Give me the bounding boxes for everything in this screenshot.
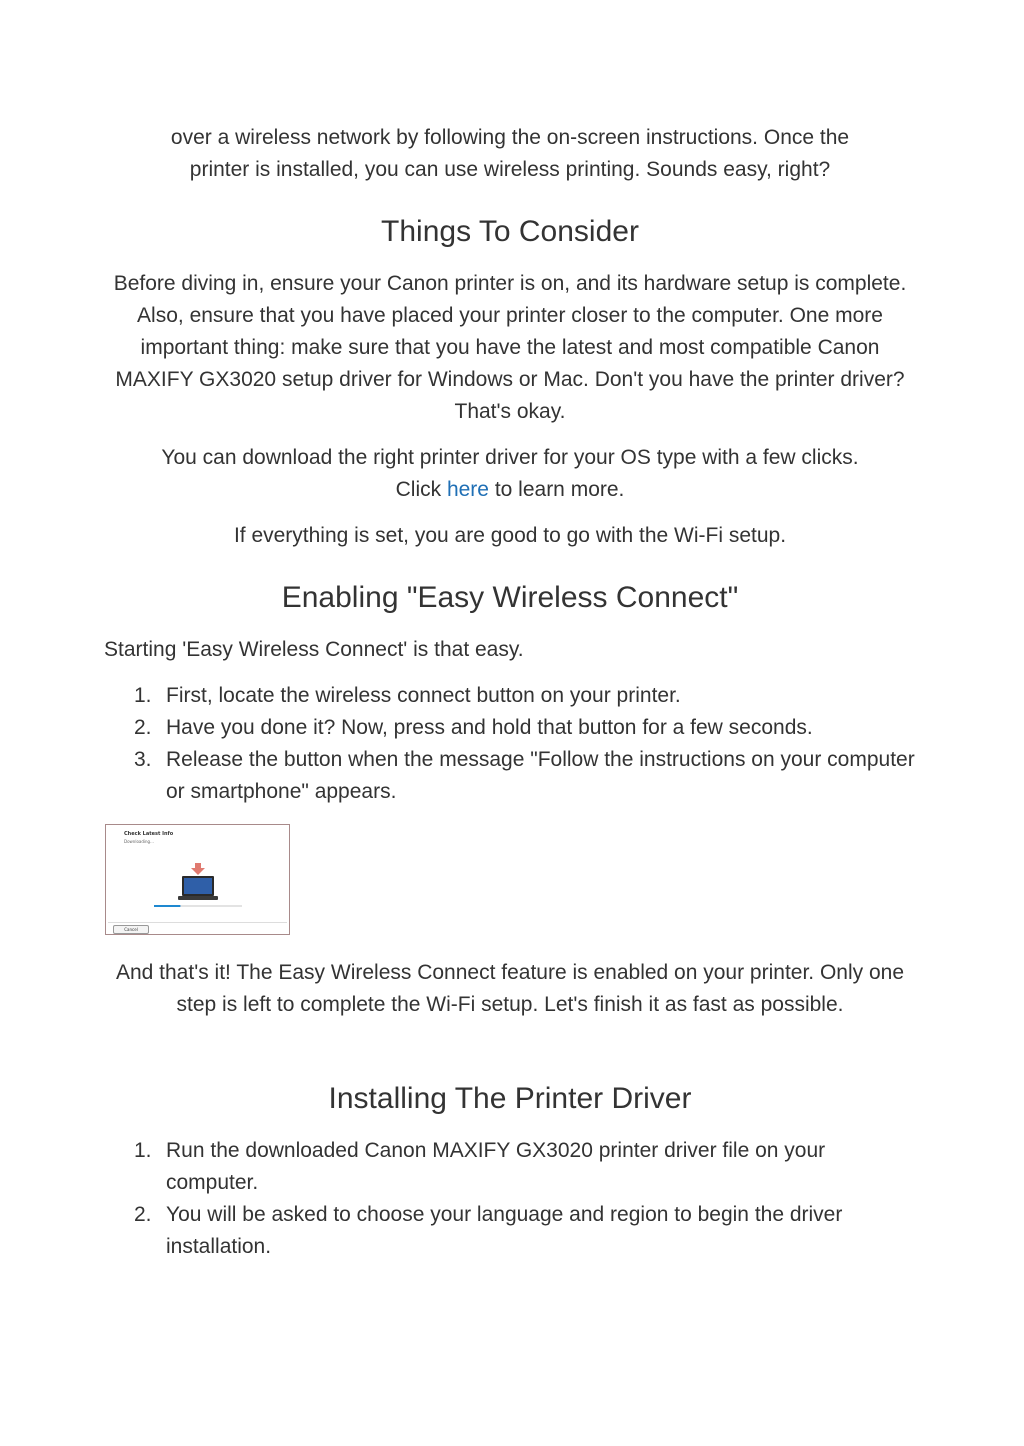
download-paragraph bbox=[104, 442, 916, 506]
consider-paragraph: Before diving in, ensure your Canon printer is on, and its hardware setup is complete. Also, ensure that you have placed your printer closer to the computer. One more important thing: make sure that you have the latest and most compatible Canon MAXIFY GX3020 setup driver for Windows or Mac. Don't you have the printer driver? That's okay. bbox=[113, 272, 907, 423]
screenshot-status: Downloading... bbox=[124, 839, 154, 844]
heading-installing-driver: Installing The Printer Driver bbox=[328, 1082, 692, 1115]
step-number: 1. bbox=[134, 684, 152, 707]
step-text: Release the button when the message "Follow the instructions on your computer or smartphone" appears. bbox=[166, 748, 915, 803]
list-item bbox=[104, 1135, 916, 1199]
screenshot-footer-divider bbox=[108, 922, 287, 923]
screenshot-title: Check Latest Info bbox=[124, 831, 174, 837]
list-item bbox=[104, 680, 916, 712]
heading-things-to-consider: Things To Consider bbox=[381, 215, 639, 248]
intro-line-1: over a wireless network by following the on-screen instructions. Once the bbox=[170, 126, 850, 149]
intro-line-2: printer is installed, you can use wireless printing. Sounds easy, right? bbox=[189, 158, 831, 181]
list-item bbox=[104, 1199, 916, 1263]
installer-screenshot bbox=[105, 824, 290, 935]
step-text: First, locate the wireless connect button on your printer. bbox=[166, 684, 681, 707]
step-number: 3. bbox=[134, 748, 152, 771]
download-illustration bbox=[146, 855, 246, 913]
download-line-1: You can download the right printer driver for your OS type with a few clicks. bbox=[161, 446, 859, 469]
list-item bbox=[104, 744, 916, 808]
laptop-icon bbox=[178, 876, 218, 900]
download-arrow-icon bbox=[191, 863, 205, 875]
step-text: You will be asked to choose your language and region to begin the driver installation. bbox=[166, 1203, 843, 1258]
progress-fill bbox=[154, 905, 180, 907]
cancel-button[interactable]: Cancel bbox=[113, 925, 149, 934]
list-item bbox=[104, 712, 916, 744]
step-text: Run the downloaded Canon MAXIFY GX3020 printer driver file on your computer. bbox=[166, 1139, 826, 1194]
download-after-link: to learn more. bbox=[488, 478, 625, 501]
heading-easy-wireless-connect: Enabling "Easy Wireless Connect" bbox=[281, 581, 739, 614]
install-steps bbox=[104, 1135, 916, 1263]
outro-paragraph: And that's it! The Easy Wireless Connect feature is enabled on your printer. Only one step is left to complete the Wi-Fi setup. Let's finish it as fast as possible. bbox=[115, 961, 905, 1016]
easy-connect-steps bbox=[104, 680, 916, 808]
easy-connect-intro: Starting 'Easy Wireless Connect' is that easy. bbox=[104, 638, 524, 661]
step-number: 2. bbox=[134, 1203, 152, 1226]
here-link[interactable]: here bbox=[446, 478, 489, 501]
intro-paragraph bbox=[104, 122, 916, 186]
step-text: Have you done it? Now, press and hold that button for a few seconds. bbox=[166, 716, 813, 739]
step-number: 2. bbox=[134, 716, 152, 739]
ready-paragraph: If everything is set, you are good to go with the Wi-Fi setup. bbox=[233, 524, 787, 547]
step-number: 1. bbox=[134, 1139, 152, 1162]
download-before-link: Click bbox=[395, 478, 447, 501]
